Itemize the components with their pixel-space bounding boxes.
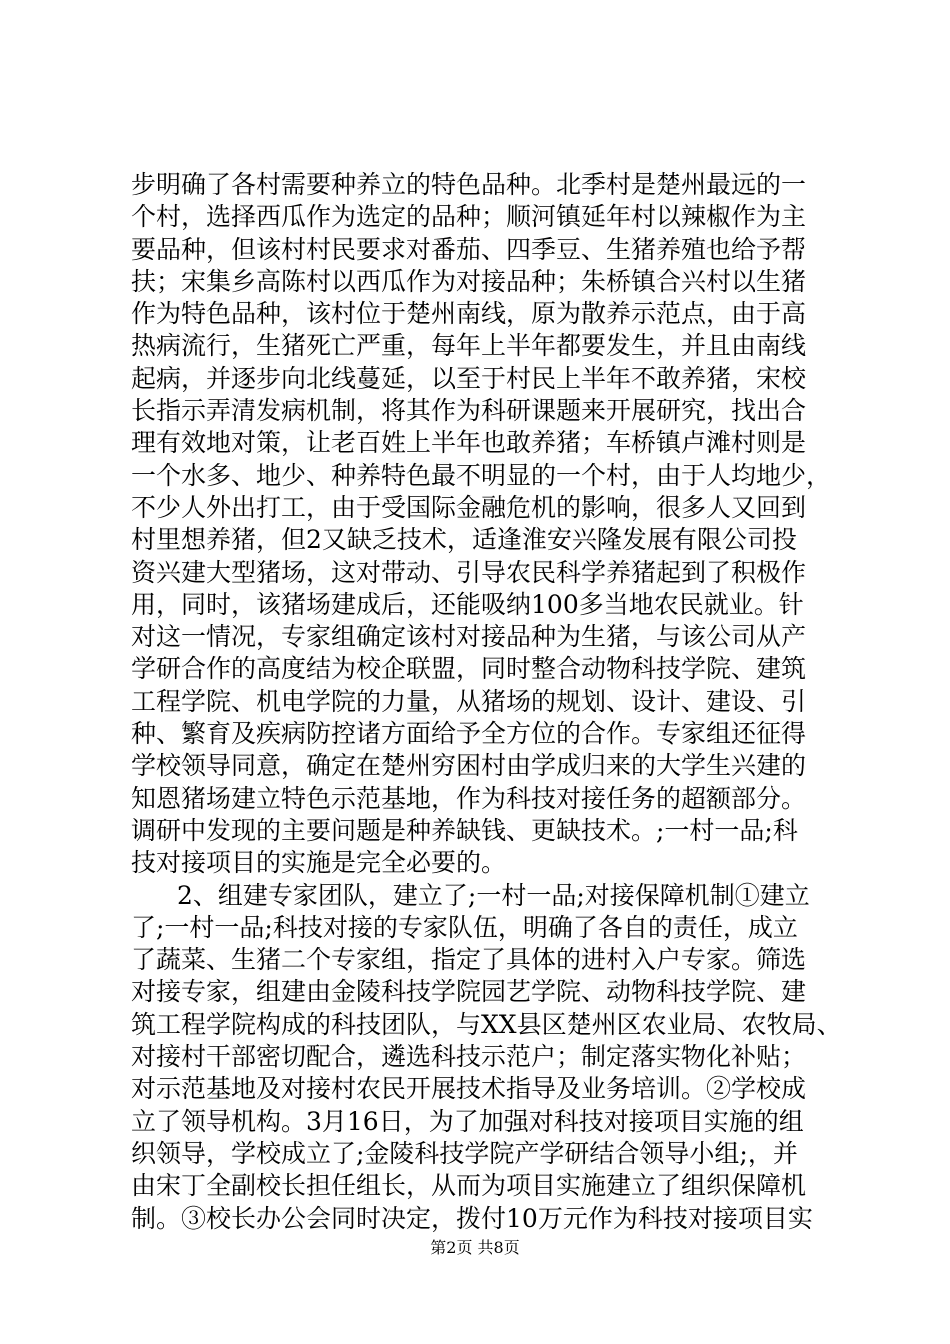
text-line: 调研中发现的主要问题是种养缺钱、更缺技术。;一村一品;科 <box>131 815 798 845</box>
text-line: 技对接项目的实施是完全必要的。 <box>131 848 507 878</box>
text-line-indented: 2、组建专家团队，建立了;一村一品;对接保障机制①建立 <box>177 880 810 910</box>
text-line: 长指示弄清发病机制，将其作为科研课题来开展研究，找出合 <box>131 396 807 426</box>
text-line: 了蔬菜、生猪二个专家组，指定了具体的进村入户专家。筛选 <box>131 945 807 975</box>
text-line: 立了领导机构。3月16日，为了加强对科技对接项目实施的组 <box>131 1106 804 1136</box>
text-line: 用，同时，该猪场建成后，还能吸纳100多当地农民就业。针 <box>131 589 804 619</box>
text-line: 知恩猪场建立特色示范基地，作为科技对接任务的超额部分。 <box>131 783 807 813</box>
text-line: 作为特色品种，该村位于楚州南线，原为散养示范点，由于高 <box>131 299 807 329</box>
text-line: 对接村干部密切配合，遴选科技示范户；制定落实物化补贴； <box>131 1042 807 1072</box>
page-number-footer: 第2页 共8页 <box>430 1238 520 1257</box>
text-line: 不少人外出打工，由于受国际金融危机的影响，很多人又回到 <box>131 492 807 522</box>
text-line: 由宋丁全副校长担任组长，从而为项目实施建立了组织保障机 <box>131 1171 807 1201</box>
text-line: 对接专家，组建由金陵科技学院园艺学院、动物科技学院、建 <box>131 977 807 1007</box>
text-line: 村里想养猪，但2又缺乏技术，适逢淮安兴隆发展有限公司投 <box>131 525 797 555</box>
text-line: 起病，并逐步向北线蔓延，以至于村民上半年不敢养猪，宋校 <box>131 363 807 393</box>
text-line: 对这一情况，专家组确定该村对接品种为生猪，与该公司从产 <box>131 622 807 652</box>
text-line: 热病流行，生猪死亡严重，每年上半年都要发生，并且由南线 <box>131 331 807 361</box>
text-line: 资兴建大型猪场，这对带动、引导农民科学养猪起到了积极作 <box>131 557 807 587</box>
text-line: 一个水多、地少、种养特色最不明显的一个村，由于人均地少， <box>131 460 832 490</box>
text-line: 学研合作的高度结为校企联盟，同时整合动物科技学院、建筑 <box>131 654 807 684</box>
body-text <box>131 169 842 1235</box>
text-line: 织领导，学校成立了;金陵科技学院产学研结合领导小组;，并 <box>131 1138 798 1168</box>
text-line: 制。③校长办公会同时决定，拨付10万元作为科技对接项目实 <box>131 1203 813 1233</box>
text-line: 步明确了各村需要种养立的特色品种。北季村是楚州最远的一 <box>131 170 807 199</box>
text-line: 筑工程学院构成的科技团队，与XX县区楚州区农业局、农牧局、 <box>131 1009 842 1039</box>
text-line: 种、繁育及疾病防控诸方面给予全方位的合作。专家组还征得 <box>131 719 807 749</box>
text-line: 理有效地对策，让老百姓上半年也敢养猪；车桥镇卢滩村则是 <box>131 428 807 458</box>
text-line: 扶；宋集乡高陈村以西瓜作为对接品种；朱桥镇合兴村以生猪 <box>131 266 807 296</box>
text-line: 学校领导同意，确定在楚州穷困村由学成归来的大学生兴建的 <box>131 751 807 781</box>
text-line: 要品种，但该村村民要求对番茄、四季豆、生猪养殖也给予帮 <box>131 234 807 264</box>
text-line: 个村，选择西瓜作为选定的品种；顺河镇延年村以辣椒作为主 <box>131 202 807 232</box>
text-line: 工程学院、机电学院的力量，从猪场的规划、设计、建设、引 <box>131 686 807 716</box>
text-line: 了;一村一品;科技对接的专家队伍，明确了各自的责任，成立 <box>131 912 798 942</box>
text-line: 对示范基地及对接村农民开展技术指导及业务培训。②学校成 <box>131 1074 807 1104</box>
